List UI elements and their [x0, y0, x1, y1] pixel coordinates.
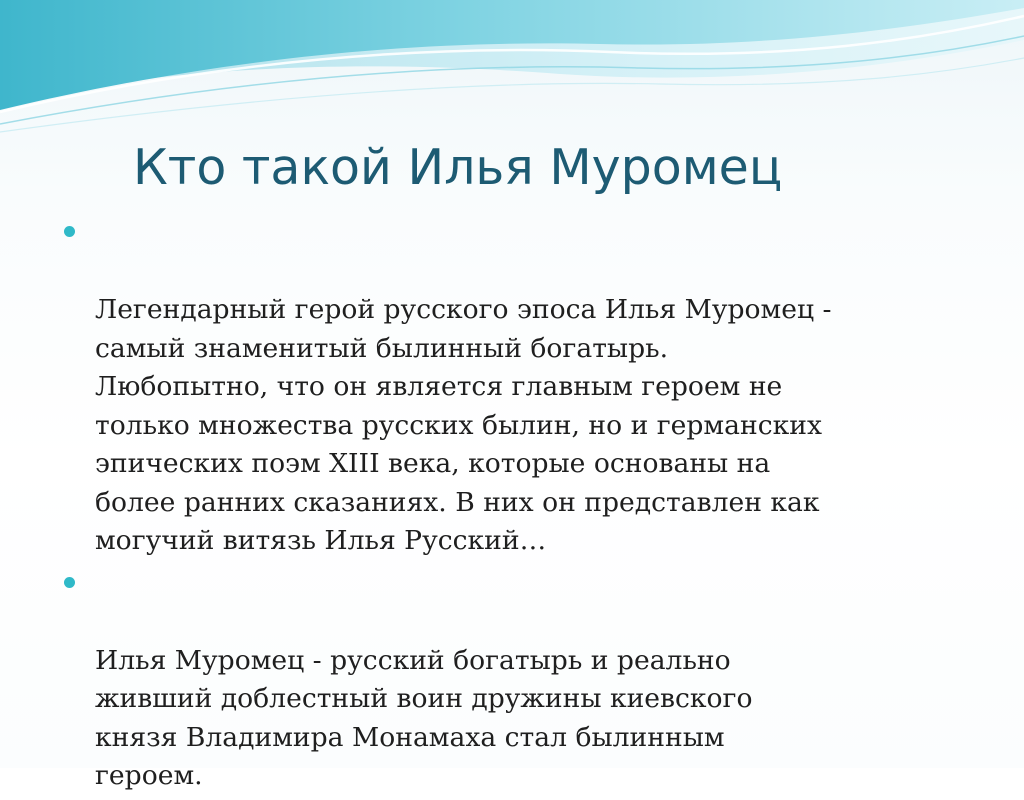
bullet-dot-icon [64, 226, 75, 237]
bullet-dot-icon [64, 577, 75, 588]
bullet-text: Легендарный герой русского эпоса Илья Муромец - самый знаменитый былинный богатырь. Любопытно, что он является главным героем не только множества русских былин, но и германских эпических поэм XIII века, которые основаны на более ранних сказаниях. В них он представлен как могучий витязь Илья Русский… [95, 294, 832, 556]
slide-title: Кто такой Илья Муромец [133, 139, 783, 196]
wave-decoration [0, 0, 1024, 140]
bullet-list [62, 214, 962, 800]
bullet-text: Илья Муромец - русский богатырь и реально живший доблестный воин дружины киевского князя Владимира Монамаха стал былинным героем. [95, 644, 753, 791]
bullet-item [62, 214, 962, 561]
bullet-item [62, 565, 962, 796]
